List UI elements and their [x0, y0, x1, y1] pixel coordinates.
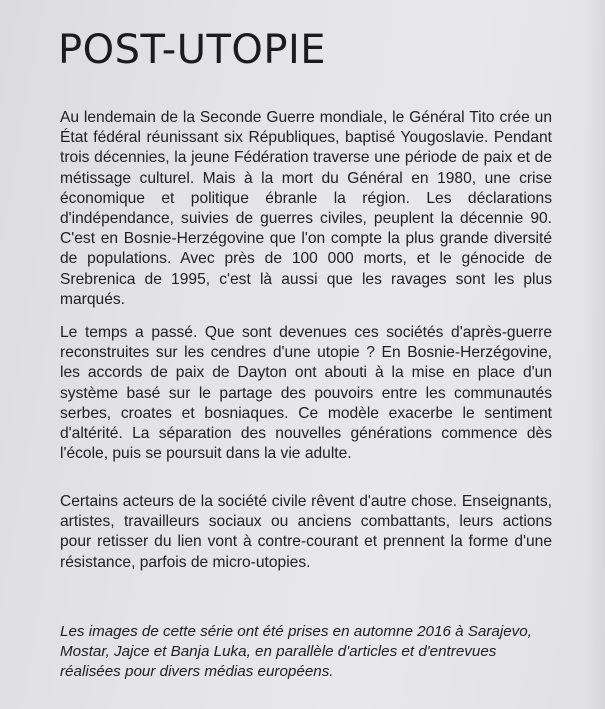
paragraph-civil-society: Certains acteurs de la société civile rêvent d'autre chose. Enseignants, artistes, travailleurs sociaux ou anciens combattants, leurs actions pour retisser du lien vont à contre-courant et prennent la forme d'une résistance, parfois de micro-utopies. — [60, 493, 552, 571]
edge-shadow — [585, 0, 605, 709]
page-title: POST-UTOPIE — [58, 27, 327, 73]
paragraph-history: Au lendemain de la Seconde Guerre mondiale, le Général Tito crée un État fédéral réunissant six Républiques, baptisé Yougoslavie. Pendant trois décennies, la jeune Fédération traverse une période de paix et de métissage culturel. Mais à la mort du Général en 1980, une crise économique et politique ébranle la région. Les déclarations d'indépendance, suivies de guerres civiles, peuplent la décennie 90. C'est en Bosnie-Herzégovine que l'on compte la plus grande diversité de populations. Avec près de 100 000 morts, et le génocide de Srebrenica de 1995, c'est là aussi que les ravages sont les plus marqués. — [60, 109, 552, 308]
paragraph-present: Le temps a passé. Que sont devenues ces sociétés d'après-guerre reconstruites sur les cendres d'une utopie ? En Bosnie-Herzégovine, les accords de paix de Dayton ont abouti à la mise en place d'un système basé sur le partage des pouvoirs entre les communautés serbes, croates et bosniaques. Ce modèle exacerbe le sentiment d'altérité. La séparation des nouvelles générations commence dès l'école, puis se poursuit dans la vie adulte. — [60, 324, 552, 463]
paragraph-photo-credits: Les images de cette série ont été prises en automne 2016 à Sarajevo, Mostar, Jajce et Banja Luka, en parallèle d'articles et d'entrevues réalisées pour divers médias européens. — [60, 623, 532, 680]
